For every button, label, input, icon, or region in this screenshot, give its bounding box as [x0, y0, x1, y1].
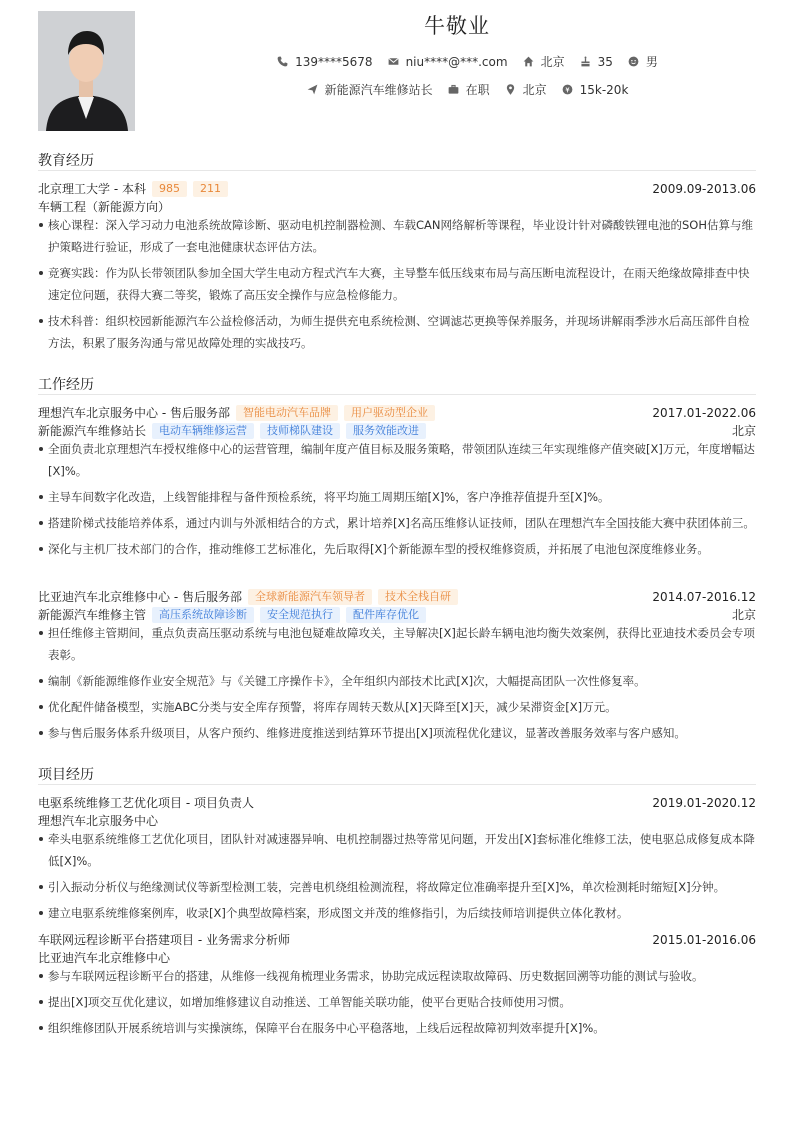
job-bullets: [38, 438, 756, 564]
gender-text: 男: [645, 55, 658, 69]
age-info: [579, 55, 613, 69]
status-text: 在职: [465, 83, 490, 97]
company-tag: 用户驱动型企业: [344, 405, 435, 421]
position-tag: 电动车辆维修运营: [152, 423, 254, 439]
job-header: [38, 588, 756, 605]
job-target-info: [306, 81, 433, 98]
home-icon: [522, 55, 535, 68]
list-item: 担任维修主管期间，重点负责高压驱动系统与电池包疑难故障攻关，主导解决[X]起长龄车辆电池均衡失效案例，获得比亚迪技术委员会专项表彰。: [38, 622, 756, 666]
list-item: 引入振动分析仪与绝缘测试仪等新型检测工装，完善电机绕组检测流程，将故障定位准确率提升至[X]%，单次检测耗时缩短[X]分钟。: [38, 876, 756, 898]
position-tag: 技师梯队建设: [260, 423, 340, 439]
job-target-text: 新能源汽车维修站长: [324, 83, 433, 97]
list-item: 牵头电驱系统维修工艺优化项目，团队针对减速器异响、电机控制器过热等常见问题，开发出[X]套标准化维修工法，使电驱总成修复成本降低[X]%。: [38, 828, 756, 872]
education-entry-header: [38, 180, 756, 197]
project-org-row: [38, 812, 756, 829]
project-header: [38, 931, 756, 948]
list-item: 主导车间数字化改造，上线智能排程与备件预检系统，将平均施工周期压缩[X]%，客户净推荐值提升至[X]%。: [38, 486, 756, 508]
list-item: 全面负责北京理想汽车授权维修中心的运营管理，编制年度产值目标及服务策略，带领团队连续三年实现维修产值突破[X]万元，年度增幅达[X]%。: [38, 438, 756, 482]
company-tag: 智能电动汽车品牌: [236, 405, 338, 421]
email-text: niu****@***.com: [405, 54, 508, 69]
project-name: 车联网远程诊断平台搭建项目 - 业务需求分析师: [38, 933, 290, 947]
education-date: 2009.09-2013.06: [652, 181, 756, 196]
phone-text: 139****5678: [295, 54, 373, 69]
section-divider: [38, 170, 756, 171]
projects-section-title: 项目经历: [38, 767, 94, 783]
target-city-text: 北京: [522, 83, 547, 97]
company-name: 理想汽车北京服务中心 - 售后服务部: [38, 406, 230, 420]
job-city: 北京: [731, 424, 756, 438]
company-name: 比亚迪汽车北京维修中心 - 售后服务部: [38, 590, 242, 604]
list-item: 建立电驱系统维修案例库，收录[X]个典型故障档案，形成图文并茂的维修指引，为后续技师培训提供立体化教材。: [38, 902, 756, 924]
job-date: 2014.07-2016.12: [652, 589, 756, 604]
mail-icon: [387, 55, 400, 68]
school-tag: 211: [193, 181, 228, 197]
education-bullets: [38, 214, 756, 358]
job-position-row: [38, 422, 756, 439]
list-item: 技术科普：组织校园新能源汽车公益检修活动，为师生提供充电系统检测、空调滤芯更换等保养服务，并现场讲解雨季涉水后高压部件自检方法，积累了服务沟通与常见故障处理的实战技巧。: [38, 310, 756, 354]
project-name: 电驱系统维修工艺优化项目 - 项目负责人: [38, 796, 254, 810]
candidate-name: 牛敬业: [424, 14, 490, 38]
list-item: 竞赛实践：作为队长带领团队参加全国大学生电动方程式汽车大赛，主导整车低压线束布局与高压断电流程设计，在雨天绝缘故障排查中快速定位问题，获得大赛二等奖，锻炼了高压安全操作与应急检修能力。: [38, 262, 756, 306]
list-item: 优化配件储备模型，实施ABC分类与安全库存预警，将库存周转天数从[X]天降至[X]天，减少呆滞资金[X]万元。: [38, 696, 756, 718]
project-org: 理想汽车北京服务中心: [38, 814, 159, 828]
briefcase-icon: [447, 83, 460, 96]
position-tag: 服务效能改进: [346, 423, 426, 439]
location-pin-icon: [504, 83, 517, 96]
job-bullets: [38, 622, 756, 748]
position-tag: 高压系统故障诊断: [152, 607, 254, 623]
email-info: [387, 55, 508, 69]
section-divider: [38, 784, 756, 785]
education-section-title: 教育经历: [38, 153, 94, 169]
project-date: 2019.01-2020.12: [652, 795, 756, 810]
section-divider: [38, 394, 756, 395]
list-item: 核心课程：深入学习动力电池系统故障诊断、驱动电机控制器检测、车载CAN网络解析等课程，毕业设计针对磷酸铁锂电池的SOH估算与维护策略进行验证，形成了一套电池健康状态评估方法。: [38, 214, 756, 258]
target-city-info: [504, 81, 547, 98]
project-bullets: [38, 828, 756, 928]
project-org: 比亚迪汽车北京维修中心: [38, 951, 171, 965]
list-item: 参与车联网远程诊断平台的搭建，从维修一线视角梳理业务需求，协助完成远程读取故障码、历史数据回溯等功能的测试与验收。: [38, 965, 756, 987]
list-item: 提出[X]项交互优化建议，如增加维修建议自动推送、工单智能关联功能，使平台更贴合技师使用习惯。: [38, 991, 756, 1013]
phone-icon: [276, 55, 289, 68]
smile-icon: [627, 55, 640, 68]
project-org-row: [38, 949, 756, 966]
contact-info-row: [140, 53, 794, 70]
list-item: 深化与主机厂技术部门的合作，推动维修工艺标准化，先后取得[X]个新能源车型的授权维修资质，并拓展了电池包深度维修业务。: [38, 538, 756, 560]
list-item: 搭建阶梯式技能培养体系，通过内训与外派相结合的方式，累计培养[X]名高压维修认证技师，团队在理想汽车全国技能大赛中获团体前三。: [38, 512, 756, 534]
project-date: 2015.01-2016.06: [652, 932, 756, 947]
major-row: [38, 198, 756, 215]
gender-info: [627, 53, 658, 70]
cake-icon: [579, 55, 592, 68]
send-icon: [306, 83, 319, 96]
status-info: [447, 81, 490, 98]
position-name: 新能源汽车维修主管: [38, 608, 147, 622]
job-header: [38, 404, 756, 421]
age-text: 35: [597, 54, 613, 69]
city-text: 北京: [540, 55, 565, 69]
project-bullets: [38, 965, 756, 1043]
list-item: 组织维修团队开展系统培训与实操演练，保障平台在服务中心平稳落地，上线后远程故障初判效率提升[X]%。: [38, 1017, 756, 1039]
phone-info: [276, 55, 372, 69]
money-icon: [561, 83, 574, 96]
work-section-title: 工作经历: [38, 377, 94, 393]
salary-text: 15k-20k: [579, 82, 629, 97]
job-city: 北京: [731, 608, 756, 622]
major-name: 车辆工程（新能源方向）: [38, 200, 171, 214]
school-tag: 985: [152, 181, 187, 197]
company-tag: 全球新能源汽车领导者: [248, 589, 372, 605]
position-tag: 配件库存优化: [346, 607, 426, 623]
position-tag: 安全规范执行: [260, 607, 340, 623]
job-date: 2017.01-2022.06: [652, 405, 756, 420]
school-name: 北京理工大学 - 本科: [38, 182, 146, 196]
company-tag: 技术全栈自研: [378, 589, 458, 605]
list-item: 编制《新能源维修作业安全规范》与《关键工序操作卡》，全年组织内部技术比武[X]次，大幅提高团队一次性修复率。: [38, 670, 756, 692]
position-name: 新能源汽车维修站长: [38, 424, 147, 438]
city-info: [522, 53, 565, 70]
list-item: 参与售后服务体系升级项目，从客户预约、维修进度推送到结算环节提出[X]项流程优化建议，显著改善服务效率与客户感知。: [38, 722, 756, 744]
salary-info: [561, 83, 629, 97]
project-header: [38, 794, 756, 811]
job-position-row: [38, 606, 756, 623]
job-intent-row: [140, 81, 794, 98]
